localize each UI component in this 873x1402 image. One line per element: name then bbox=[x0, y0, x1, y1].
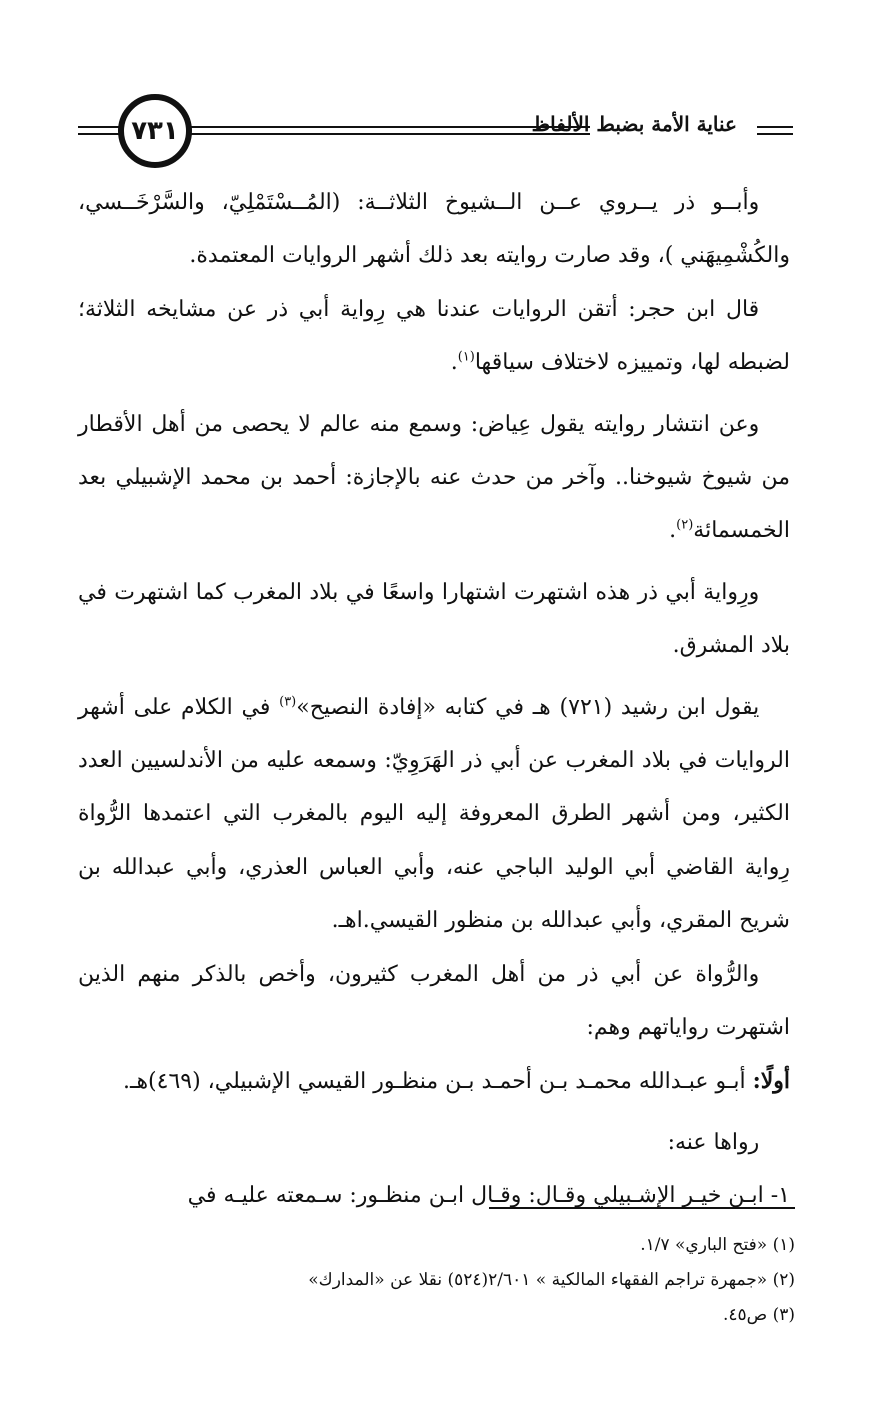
paragraph-2-end: . bbox=[450, 350, 458, 376]
paragraph-7-rest: أبـو عبـدالله محمـد بـن أحمـد بـن منظـور القيسي الإشبيلي، (٤٦٩)هـ. bbox=[123, 1068, 753, 1094]
header-rule-right-bottom bbox=[757, 133, 793, 135]
paragraph-8: رواها عنه: bbox=[667, 1129, 760, 1155]
footnote-separator bbox=[489, 1207, 795, 1209]
header-rule-middle-bottom bbox=[190, 133, 590, 135]
running-title: عناية الأمة بضبط الألفاظ bbox=[531, 112, 737, 136]
paragraph-3-end: . bbox=[669, 518, 677, 544]
page-header bbox=[78, 92, 793, 172]
paragraph-4: ورِواية أبي ذر هذه اشتهرت اشتهارا واسعًا في بلاد المغرب كما اشتهرت في بلاد المشرق. bbox=[78, 579, 790, 659]
paragraph-9: ١- ابـن خيـر الإشـبيلي وقـال: وقـال ابـن منظـور: سـمعته عليـه في bbox=[187, 1183, 790, 1209]
footnote-3: (٣) ص٤٥. bbox=[722, 1305, 795, 1325]
list-ordinal-first: أولًا: bbox=[752, 1067, 790, 1094]
paragraph-5 bbox=[78, 681, 790, 948]
paragraph-2-text: قال ابن حجر: أتقن الروايات عندنا هي رِواية أبي ذر عن مشايخه الثلاثة؛ لضبطه لها، وتمييزه لاختلاف سياقها bbox=[78, 296, 790, 376]
footnote-ref-1[interactable]: (١) bbox=[457, 349, 475, 365]
footnote-1: (١) «فتح الباري» ١/٧. bbox=[640, 1235, 795, 1255]
header-rule-middle-top bbox=[190, 126, 590, 128]
footnote-ref-2[interactable]: (٢) bbox=[676, 518, 694, 534]
paragraph-5-rest: في الكلام على أشهر الروايات في بلاد المغرب عن أبي ذر الهَرَوِيّ: وسمعه عليه من الأندلسيين العدد الكثير، ومن أشهر الطرق المعروفة إليه اليوم بالمغرب التي اعتمدها الرُّواة رِواية القاضي أبي الوليد الباجي عنه، وأبي العباس العذري، وأبي عبدالله بن شريح المقري، وأبي عبدالله بن منظور القيسي.اهـ. bbox=[78, 694, 790, 934]
paragraph-5-text: يقول ابن رشيد (٧٢١) هـ في كتابه «إفادة النصيح» bbox=[296, 694, 760, 720]
paragraph-7 bbox=[78, 1055, 790, 1108]
paragraph-3 bbox=[78, 398, 790, 558]
footnote-ref-3[interactable]: (٣) bbox=[279, 694, 297, 710]
main-text bbox=[78, 176, 790, 1223]
paragraph-1: وأبــو ذر يــروي عــن الــشيوخ الثلاثــة: (المُــسْتَمْلِيّ، والسَّرْخَــسي، والكُشْمِيهَني )، وقد صارت روايته بعد ذلك أشهر الروايات المعتمدة. bbox=[78, 190, 790, 269]
footnote-2: (٢) «جمهرة تراجم الفقهاء المالكية » ٢/٦٠١(٥٢٤) نقلا عن «المدارك» bbox=[308, 1270, 795, 1290]
paragraph-6: والرُّواة عن أبي ذر من أهل المغرب كثيرون، وأخص بالذكر منهم الذين اشتهرت رواياتهم وهم: bbox=[78, 961, 790, 1041]
header-rule-right-top bbox=[757, 126, 793, 128]
paragraph-3-text: وعن انتشار روايته يقول عِياض: وسمع منه عالم لا يحصى من أهل الأقطار من شيوخ شيوخنا.. وآخر من حدث عنه بالإجازة: أحمد بن محمد الإشبيلي بعد الخمسمائة bbox=[78, 411, 790, 544]
page-number: ٧٣١ bbox=[118, 94, 192, 168]
footnotes bbox=[195, 1228, 795, 1333]
paragraph-2 bbox=[78, 283, 790, 390]
